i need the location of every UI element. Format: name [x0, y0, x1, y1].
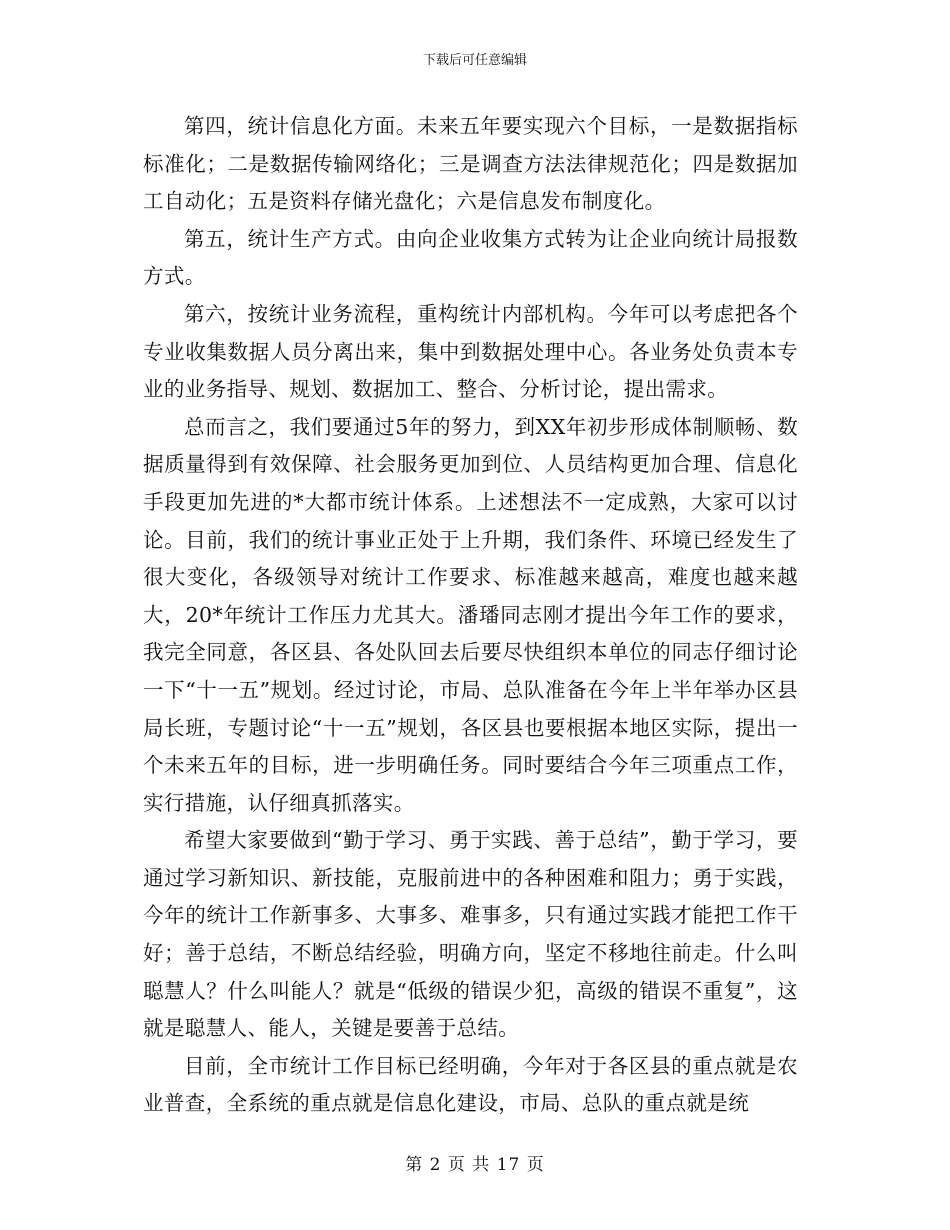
paragraph-statistics-informatization: 第四，统计信息化方面。未来五年要实现六个目标，一是数据指标标准化；二是数据传输网络化；三是调查方法法律规范化；四是数据加工自动化；五是资料存储光盘化；六是信息发布制度化。 — [143, 114, 798, 214]
paragraph-restructure-organization: 第六，按统计业务流程，重构统计内部机构。今年可以考虑把各个专业收集数据人员分离出来，集中到数据处理中心。各业务处负责本专业的业务指导、规划、数据加工、整合、分析讨论，提出需求。 — [143, 301, 798, 402]
paragraph-summary: 总而言之，我们要通过5年的努力，到XX年初步形成体制顺畅、数据质量得到有效保障、社会服务更加到位、人员结构更加合理、信息化手段更加先进的*大都市统计体系。上述想法不一定成熟，大家可以讨论。目前，我们的统计事业正处于上升期，我们条件、环境已经发生了很大变化，各级领导对统计工作要求、标准越来越高，难度也越来越大，20*年统计工作压力尤其大。潘璠同志刚才提出今年工作的要求，我完全同意，各区县、各处队回去后要尽快组织本单位的同志仔细讨论一下“十一五”规划。经过讨论，市局、总队准备在今年上半年举办区县局长班，专题讨论“十一五”规划，各区县也要根据本地区实际，提出一个未来五年的目标，进一步明确任务。同时要结合今年三项重点工作，实行措施，认仔细真抓落实。 — [143, 414, 798, 815]
paragraph-hopes: 希望大家要做到“勤于学习、勇于实践、善于总结”，勤于学习，要通过学习新知识、新技能，克服前进中的各种困难和阻力；勇于实践，今年的统计工作新事多、大事多、难事多，只有通过实践才能把工作干好；善于总结，不断总结经验，明确方向，坚定不移地往前走。什么叫聪慧人？什么叫能人？就是“低级的错误少犯，高级的错误不重复”，这就是聪慧人、能人，关键是要善于总结。 — [143, 828, 798, 1041]
paragraph-current-goals: 目前，全市统计工作目标已经明确，今年对于各区县的重点就是农业普查，全系统的重点就是信息化建设，市局、总队的重点就是统 — [143, 1053, 798, 1116]
page-header: 下载后可任意编辑 — [422, 53, 527, 68]
page-number: 第 2 页 共 17 页 — [405, 1155, 545, 1175]
document-body — [143, 108, 798, 1123]
paragraph-statistics-production-mode: 第五，统计生产方式。由向企业收集方式转为让企业向统计局报数方式。 — [143, 226, 798, 289]
